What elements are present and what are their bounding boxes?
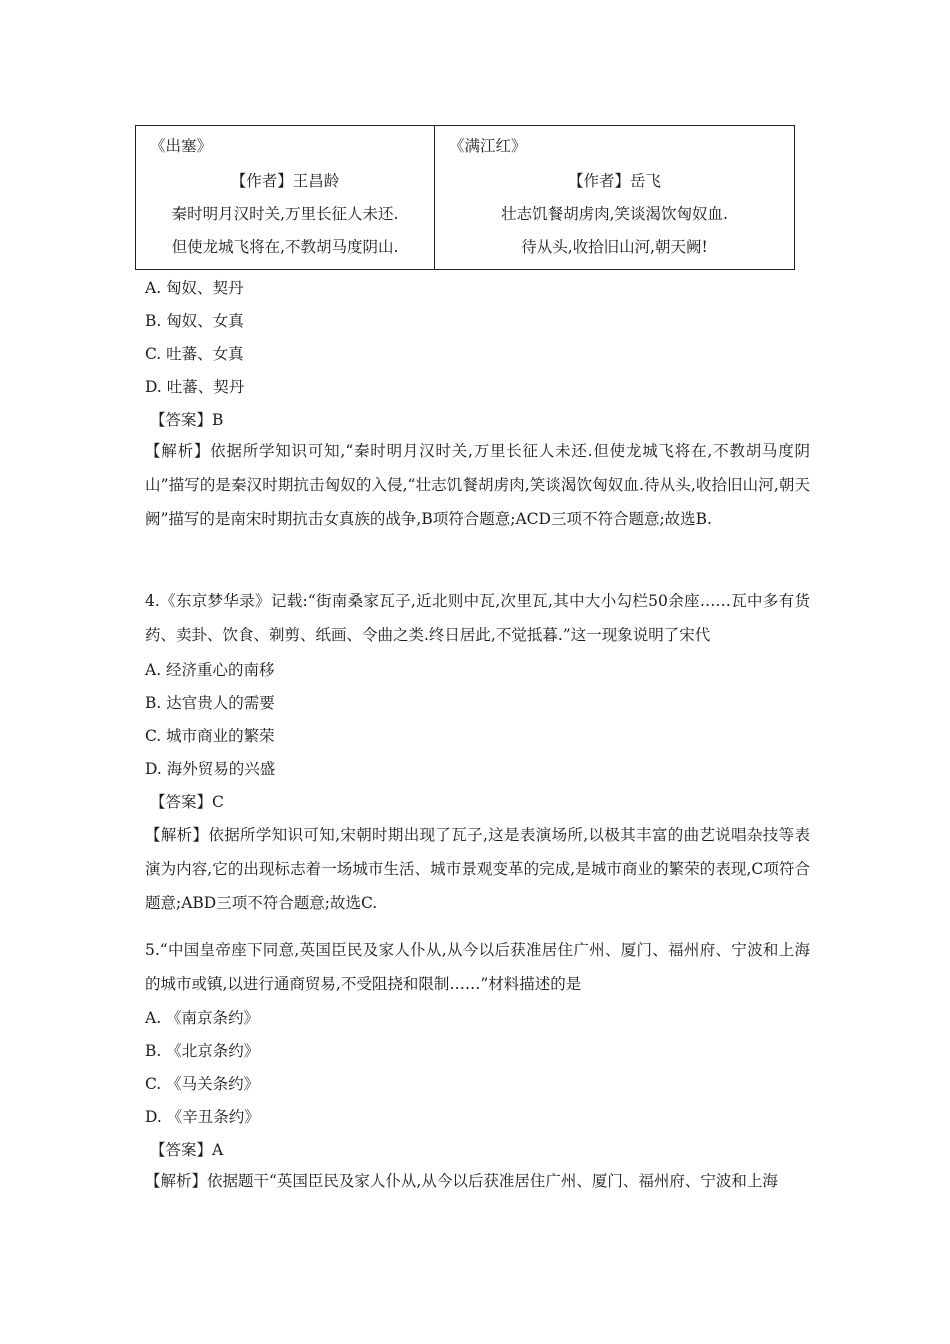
q5-answer: 【答案】A <box>150 1141 224 1159</box>
q5-stem: 5.“中国皇帝座下同意,英国臣民及家人仆从,从今以后获准居住广州、厦门、福州府、宁波和上海的城市或镇,以进行通商贸易,不受阻挠和限制……”材料描述的是 <box>145 941 810 993</box>
poem-author: 【作者】岳飞 <box>567 172 661 190</box>
poem-title: 《满江红》 <box>449 137 527 155</box>
q4-stem: 4.《东京梦华录》记载:“街南桑家瓦子,近北则中瓦,次里瓦,其中大小勾栏50余座……瓦中多有货药、卖卦、饮食、剃剪、纸画、令曲之类.终日居此,不觉抵暮.”这一现象说明了宋代 <box>145 592 810 644</box>
q4-option-b: B. 达官贵人的需要 <box>145 694 275 712</box>
poem-author: 【作者】王昌龄 <box>230 172 340 190</box>
poem-line: 秦时明月汉时关,万里长征人未还. <box>171 205 399 223</box>
q4-answer: 【答案】C <box>150 793 224 811</box>
poem-line: 但使龙城飞将在,不教胡马度阴山. <box>171 238 399 256</box>
q4-analysis: 【解析】依据所学知识可知,宋朝时期出现了瓦子,这是表演场所,以极其丰富的曲艺说唱杂技等表演为内容,它的出现标志着一场城市生活、城市景观变革的完成,是城市商业的繁荣的表现,C项符合题意;ABD三项不符合题意;故选C. <box>145 826 810 912</box>
poem-cell-manjianghong <box>435 126 794 269</box>
q3-option-d: D. 吐蕃、契丹 <box>145 378 245 396</box>
q5-option-a: A. 《南京条约》 <box>145 1009 260 1027</box>
q3-option-a: A. 匈奴、契丹 <box>145 279 244 297</box>
poem-line: 待从头,收拾旧山河,朝天阙! <box>521 238 708 256</box>
poem-table <box>135 125 795 270</box>
q3-answer: 【答案】B <box>150 411 224 429</box>
q5-analysis: 【解析】依据题干“英国臣民及家人仆从,从今以后获准居住广州、厦门、福州府、宁波和上海 <box>145 1172 778 1190</box>
q3-option-c: C. 吐蕃、女真 <box>145 345 244 363</box>
q4-option-a: A. 经济重心的南移 <box>145 661 275 679</box>
q5-option-b: B. 《北京条约》 <box>145 1042 260 1060</box>
poem-line: 壮志饥餐胡虏肉,笑谈渴饮匈奴血. <box>501 205 728 223</box>
q3-option-b: B. 匈奴、女真 <box>145 312 244 330</box>
q5-option-d: D. 《辛丑条约》 <box>145 1108 260 1126</box>
q4-option-c: C. 城市商业的繁荣 <box>145 727 275 745</box>
q3-analysis: 【解析】依据所学知识可知,“秦时明月汉时关,万里长征人未还.但使龙城飞将在,不教胡马度阴山”描写的是秦汉时期抗击匈奴的入侵,“壮志饥餐胡虏肉,笑谈渴饮匈奴血.待从头,收拾旧山河,朝天阙”描写的是南宋时期抗击女真族的战争,B项符合题意;ACD三项不符合题意;故选B. <box>145 442 810 528</box>
q5-option-c: C. 《马关条约》 <box>145 1075 260 1093</box>
q4-option-d: D. 海外贸易的兴盛 <box>145 760 276 778</box>
poem-title: 《出塞》 <box>150 137 213 155</box>
poem-cell-chusai <box>136 126 435 269</box>
